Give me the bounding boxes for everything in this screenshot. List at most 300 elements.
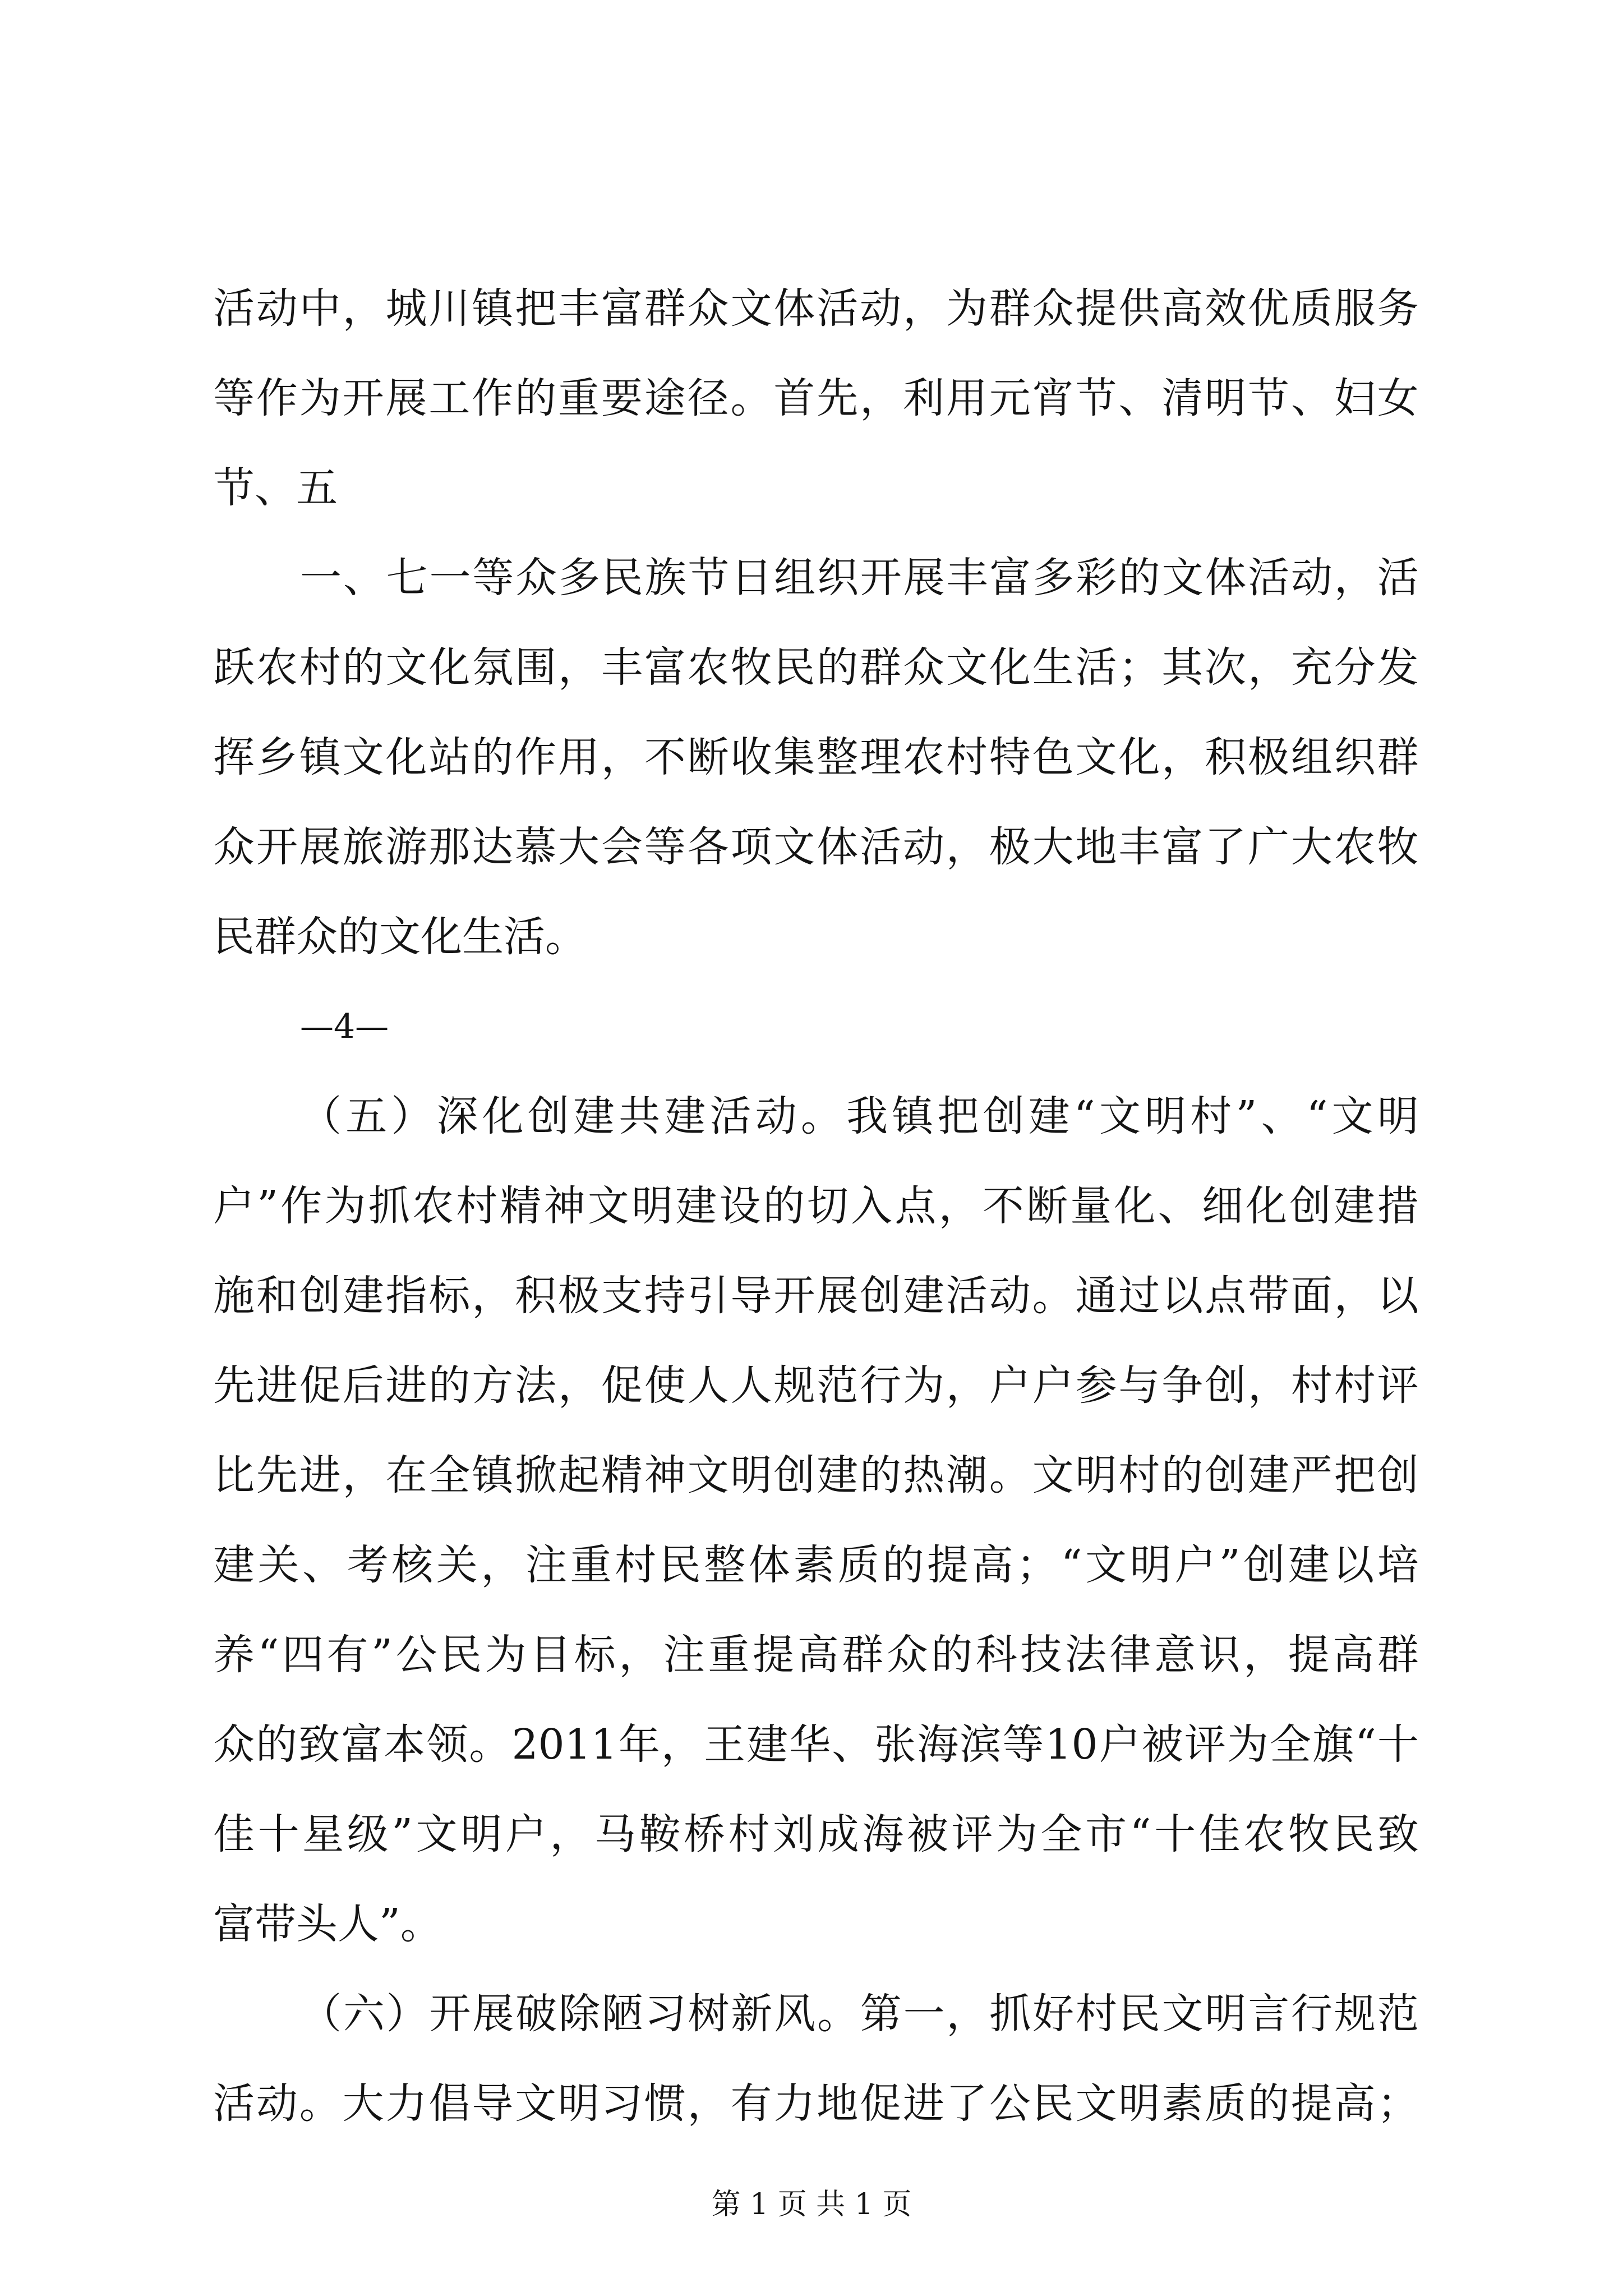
text-glyph: 文	[773, 823, 815, 871]
text-glyph: 新	[731, 1990, 773, 2038]
text-glyph: 动	[989, 1272, 1031, 1320]
text-glyph: 首	[773, 374, 815, 422]
text-glyph: 跃	[213, 643, 255, 692]
text-glyph: 围	[515, 643, 557, 692]
text-glyph: 养	[213, 1631, 255, 1679]
text-glyph: 众	[903, 643, 944, 692]
text-glyph: 明	[558, 2079, 600, 2128]
text-glyph: 开	[773, 1272, 815, 1320]
text-glyph: 会	[601, 823, 643, 871]
text-glyph: 引	[687, 1272, 729, 1320]
text-glyph: 的	[882, 1541, 924, 1589]
text-glyph: 进	[299, 1451, 341, 1499]
text-glyph: 。	[989, 1451, 1031, 1499]
text-glyph: 活	[213, 284, 255, 333]
text-glyph: 明	[1118, 2079, 1160, 2128]
text-glyph: 先	[256, 1451, 298, 1499]
text-glyph: 作	[256, 374, 298, 422]
text-line-21	[213, 2076, 1419, 2132]
text-glyph: 文	[1099, 1092, 1141, 1140]
text-glyph: 惯	[644, 2079, 686, 2128]
text-glyph: 达	[472, 823, 514, 871]
text-glyph: 创	[1205, 1451, 1247, 1499]
text-glyph: 化	[1118, 733, 1160, 781]
text-glyph: 农	[1334, 823, 1376, 871]
text-glyph: 为	[946, 284, 988, 333]
text-glyph: 一	[903, 1990, 945, 2038]
text-glyph: 集	[773, 733, 815, 781]
text-glyph: 严	[1290, 1451, 1332, 1499]
text-glyph: 文	[1075, 733, 1117, 781]
text-glyph: 文	[587, 1182, 629, 1230]
text-glyph: 等	[644, 823, 686, 871]
text-glyph: 、	[302, 1541, 344, 1589]
text-glyph: 宵	[1032, 374, 1074, 422]
text-glyph: 比	[213, 1451, 255, 1499]
text-glyph: 量	[1070, 1182, 1112, 1230]
text-glyph: 村	[615, 1541, 657, 1589]
text-glyph: 用	[946, 374, 988, 422]
text-glyph: 为	[903, 1361, 944, 1410]
text-glyph: 创	[299, 1272, 341, 1320]
text-glyph: 民	[773, 643, 815, 692]
text-glyph: 要	[601, 374, 643, 422]
text-glyph: 华	[789, 1720, 831, 1769]
text-glyph: 刘	[773, 1810, 815, 1858]
text-glyph: 活	[213, 2079, 255, 2128]
text-line-7	[213, 819, 1419, 875]
text-glyph: 法	[1064, 1631, 1106, 1679]
text-glyph: 收	[730, 733, 772, 781]
text-line-15	[213, 1537, 1419, 1593]
text-glyph: 热	[903, 1451, 944, 1499]
text-glyph: 充	[1290, 643, 1332, 692]
text-glyph: 第	[860, 1990, 902, 2038]
text-glyph: 为	[324, 1182, 366, 1230]
text-glyph: 考	[347, 1541, 389, 1589]
text-glyph: 、	[1158, 1182, 1200, 1230]
text-glyph: 创	[1205, 1361, 1247, 1410]
text-glyph: 重	[558, 374, 600, 422]
text-glyph: 村	[728, 1810, 770, 1858]
text-glyph: 了	[946, 2079, 988, 2128]
text-glyph: 进	[256, 1361, 298, 1410]
text-glyph: 积	[1205, 733, 1247, 781]
text-glyph: 女	[1377, 374, 1419, 422]
text-glyph: 色	[1032, 733, 1074, 781]
text-glyph: 体	[817, 823, 859, 871]
text-glyph: 技	[1020, 1631, 1062, 1679]
text-glyph: 、	[1118, 374, 1160, 422]
text-glyph: 质	[1205, 2079, 1247, 2128]
text-glyph: 极	[1248, 733, 1289, 781]
text-glyph: “	[1306, 1092, 1328, 1140]
text-glyph: 旗	[1312, 1720, 1354, 1769]
text-glyph: 倡	[428, 2079, 471, 2128]
text-glyph: 一	[300, 554, 342, 602]
text-glyph: “	[1061, 1541, 1082, 1589]
text-glyph: 全	[428, 1451, 471, 1499]
text-glyph: 众	[515, 554, 557, 602]
text-glyph: 先	[213, 1361, 255, 1410]
text-line-14	[213, 1447, 1419, 1503]
text-glyph: 佳	[1198, 1810, 1241, 1858]
text-glyph: 致	[1377, 1810, 1419, 1858]
text-glyph: 建	[573, 1092, 615, 1140]
text-glyph: 等	[213, 374, 255, 422]
text-glyph: 发	[1377, 643, 1419, 692]
text-glyph: 织	[1334, 733, 1376, 781]
text-glyph: 氛	[472, 643, 514, 692]
text-glyph: 七	[386, 554, 428, 602]
text-glyph: 以	[1161, 1272, 1204, 1320]
text-glyph: 活	[946, 1272, 988, 1320]
text-glyph: 用	[558, 733, 600, 781]
text-glyph: ”	[257, 1182, 279, 1230]
text-glyph: 提	[927, 1541, 969, 1589]
text-glyph: 农	[903, 733, 944, 781]
text-glyph: 共	[619, 1092, 661, 1140]
text-glyph: ”	[371, 1631, 393, 1679]
text-glyph: 质	[1290, 284, 1332, 333]
text-glyph: 十	[1377, 1720, 1419, 1769]
text-glyph: ，	[558, 643, 600, 692]
text-glyph: 各	[687, 823, 729, 871]
text-glyph: 众	[213, 823, 255, 871]
text-line-6	[213, 729, 1419, 785]
text-glyph: 持	[644, 1272, 686, 1320]
text-glyph: 。	[469, 1720, 511, 1769]
text-glyph: 、	[1290, 374, 1332, 422]
text-glyph: 大	[558, 823, 600, 871]
text-glyph: 开	[860, 554, 902, 602]
text-line-13	[213, 1358, 1419, 1414]
text-glyph: ，	[619, 1631, 661, 1679]
text-glyph: “	[1073, 1092, 1095, 1140]
text-glyph: 设	[719, 1182, 761, 1230]
text-glyph: 展	[903, 554, 945, 602]
text-glyph: 星	[302, 1810, 344, 1858]
text-glyph: 六	[343, 1990, 385, 2038]
text-glyph: 精	[500, 1182, 542, 1230]
text-glyph: 带	[1248, 1272, 1289, 1320]
text-glyph: 镇	[892, 1092, 934, 1140]
text-glyph: 的	[1161, 1451, 1204, 1499]
text-glyph: 促	[860, 2079, 902, 2128]
text-glyph: ，	[860, 374, 902, 422]
text-glyph: 丰	[946, 554, 988, 602]
text-glyph: 提	[1288, 1631, 1330, 1679]
text-glyph: 进	[903, 2079, 944, 2128]
text-glyph: ，	[558, 1361, 600, 1410]
text-glyph: 争	[1161, 1361, 1204, 1410]
text-glyph: 牧	[730, 643, 772, 692]
text-line-2	[213, 370, 1419, 426]
text-glyph: 提	[753, 1631, 794, 1679]
text-glyph: 导	[730, 1272, 772, 1320]
text-glyph: 培	[1377, 1541, 1419, 1589]
text-glyph: 面	[1290, 1272, 1332, 1320]
text-glyph: 风	[774, 1990, 816, 2038]
text-glyph: 站	[428, 733, 471, 781]
text-glyph: 。	[800, 1092, 842, 1140]
text-glyph: 习	[644, 1990, 686, 2038]
text-glyph: 效	[1205, 284, 1247, 333]
text-glyph: 彩	[1075, 554, 1117, 602]
text-glyph: 丰	[1118, 823, 1160, 871]
text-glyph: 断	[687, 733, 729, 781]
text-glyph: 地	[1075, 823, 1117, 871]
text-glyph: ，	[903, 284, 944, 333]
text-glyph: 节	[688, 554, 730, 602]
text-glyph: 精	[601, 1451, 643, 1499]
text-glyph: 体	[773, 284, 815, 333]
text-glyph: 创	[1377, 1451, 1419, 1499]
text-glyph: 建	[664, 1092, 706, 1140]
text-glyph: 起	[558, 1451, 600, 1499]
text-glyph: 创	[860, 1272, 902, 1320]
text-glyph: 创	[1289, 1182, 1331, 1230]
text-glyph: 开	[429, 1990, 471, 2038]
text-glyph: 文	[730, 284, 772, 333]
text-glyph: 动	[755, 1092, 797, 1140]
text-glyph: 建	[746, 1720, 789, 1769]
text-glyph: 展	[472, 1990, 514, 2038]
text-glyph: 后	[342, 1361, 384, 1410]
text-glyph: 马	[594, 1810, 636, 1858]
text-glyph: 海	[862, 1810, 904, 1858]
text-glyph: 有	[730, 2079, 772, 2128]
text-glyph: 人	[687, 1361, 729, 1410]
text-glyph: 十	[1154, 1810, 1196, 1858]
text-glyph: 注	[663, 1631, 705, 1679]
text-glyph: 促	[299, 1361, 341, 1410]
text-glyph: 文	[687, 1451, 729, 1499]
text-glyph: 抓	[989, 1990, 1031, 2038]
text-glyph: 慕	[515, 823, 557, 871]
text-glyph: ，	[1248, 1361, 1289, 1410]
text-glyph: ，	[687, 2079, 729, 2128]
text-glyph: ，	[938, 1182, 980, 1230]
text-glyph: 村	[1075, 1990, 1117, 2038]
text-glyph: ，	[342, 1451, 384, 1499]
text-line-19: 富带头人”。	[213, 1900, 442, 1948]
text-glyph: ；	[1118, 643, 1160, 692]
inline-page-marker: —4—	[300, 1007, 389, 1046]
text-glyph: 建	[1248, 1451, 1289, 1499]
text-glyph: 村	[299, 643, 341, 692]
text-glyph: 断	[1026, 1182, 1068, 1230]
text-glyph: 重	[570, 1541, 612, 1589]
text-glyph: 分	[1334, 643, 1376, 692]
text-glyph: 领	[426, 1720, 468, 1769]
text-glyph: 开	[256, 823, 298, 871]
text-glyph: 把	[1334, 1451, 1376, 1499]
text-glyph: 积	[515, 1272, 557, 1320]
text-glyph: （	[300, 1990, 342, 2038]
text-glyph: 多	[1032, 554, 1075, 602]
text-glyph: ）	[386, 1990, 428, 2038]
text-glyph: 民	[1032, 2079, 1074, 2128]
text-glyph: 次	[1205, 643, 1247, 692]
text-glyph: ，	[472, 1272, 514, 1320]
text-glyph: 展	[299, 823, 341, 871]
text-glyph: 鞍	[639, 1810, 681, 1858]
text-glyph: 牧	[1377, 823, 1419, 871]
text-glyph: ，	[550, 1810, 592, 1858]
text-glyph: 把	[937, 1092, 979, 1140]
text-glyph: 动	[903, 823, 944, 871]
text-glyph: 明	[1129, 1541, 1172, 1589]
text-glyph: 动	[256, 284, 298, 333]
text-glyph: 人	[730, 1361, 772, 1410]
text-glyph: 识	[1198, 1631, 1241, 1679]
text-glyph: 提	[1290, 2079, 1332, 2128]
text-glyph: 抓	[368, 1182, 410, 1230]
text-glyph: 标	[428, 1272, 471, 1320]
text-glyph: 群	[989, 284, 1031, 333]
text-glyph: ，	[946, 1361, 988, 1410]
text-glyph: 、	[343, 554, 385, 602]
text-glyph: 全	[1269, 1720, 1311, 1769]
text-glyph: 树	[688, 1990, 730, 2038]
text-glyph: 海	[917, 1720, 959, 1769]
text-glyph: ）	[391, 1092, 433, 1140]
text-glyph: 规	[1334, 1990, 1376, 2038]
text-glyph: 富	[989, 554, 1031, 602]
text-glyph: 作	[515, 733, 557, 781]
text-glyph: 建	[903, 1272, 944, 1320]
text-glyph: 明	[1075, 1451, 1117, 1499]
text-glyph: 体	[1205, 554, 1247, 602]
text-glyph: 为	[299, 374, 341, 422]
text-glyph: 规	[773, 1361, 815, 1410]
text-glyph: 范	[817, 1361, 859, 1410]
text-glyph: 市	[1085, 1810, 1127, 1858]
text-glyph: 村	[1290, 1361, 1332, 1410]
text-glyph: 富	[601, 284, 643, 333]
text-glyph: 、	[1261, 1092, 1303, 1140]
text-glyph: 细	[1201, 1182, 1243, 1230]
text-glyph: 等	[472, 554, 514, 602]
text-glyph: 文	[1331, 1092, 1373, 1140]
text-glyph: 高	[1334, 2079, 1376, 2128]
text-glyph: 成	[817, 1810, 859, 1858]
text-glyph: 文	[1161, 554, 1204, 602]
text-glyph: 大	[1290, 823, 1332, 871]
text-glyph: 织	[817, 554, 859, 602]
text-glyph: 的	[515, 374, 557, 422]
text-glyph: 民	[659, 1541, 701, 1589]
text-glyph: 本	[384, 1720, 426, 1769]
text-glyph: ，	[1334, 554, 1376, 602]
text-glyph: 指	[385, 1272, 427, 1320]
text-glyph: 极	[558, 1272, 600, 1320]
text-glyph: 为	[485, 1631, 527, 1679]
text-glyph: 方	[472, 1361, 514, 1410]
text-glyph: 提	[1075, 284, 1117, 333]
text-glyph: 创	[527, 1092, 569, 1140]
text-glyph: 其	[1161, 643, 1204, 692]
text-glyph: 好	[1032, 1990, 1075, 2038]
text-line-3: 节、五	[213, 464, 338, 512]
text-glyph: 群	[1377, 733, 1419, 781]
text-glyph: 整	[704, 1541, 746, 1589]
text-glyph: ，	[946, 1990, 988, 2038]
text-glyph: 不	[982, 1182, 1024, 1230]
text-glyph: 众	[886, 1631, 928, 1679]
text-line-5	[213, 639, 1419, 696]
text-line-11	[213, 1178, 1419, 1234]
text-glyph: 有	[326, 1631, 368, 1679]
text-glyph: 创	[773, 1451, 815, 1499]
text-glyph: 户	[505, 1810, 547, 1858]
text-glyph: 的	[860, 1451, 902, 1499]
text-glyph: 旅	[342, 823, 384, 871]
text-glyph: 创	[983, 1092, 1025, 1140]
text-glyph: 川	[428, 284, 471, 333]
text-glyph: ，	[946, 823, 988, 871]
text-glyph: 户	[989, 1361, 1031, 1410]
text-glyph: 户	[1032, 1361, 1074, 1410]
text-glyph: 重	[708, 1631, 750, 1679]
text-glyph: 挥	[213, 733, 255, 781]
text-glyph: 多	[558, 554, 600, 602]
text-glyph: 高	[1332, 1631, 1375, 1679]
text-glyph: 的	[342, 643, 384, 692]
text-glyph: 优	[1248, 284, 1289, 333]
text-glyph: 明	[631, 1182, 674, 1230]
text-glyph: 建	[1333, 1182, 1375, 1230]
text-glyph: 节	[1075, 374, 1117, 422]
text-glyph: 展	[385, 374, 427, 422]
text-glyph: ；	[1377, 2079, 1419, 2128]
text-glyph: 力	[773, 2079, 815, 2128]
text-glyph: ，	[342, 284, 384, 333]
text-glyph: 的	[763, 1182, 805, 1230]
text-glyph: 农	[256, 643, 298, 692]
text-glyph: 创	[1243, 1541, 1285, 1589]
text-glyph: 富	[341, 1720, 383, 1769]
text-glyph: 与	[1118, 1361, 1160, 1410]
text-glyph: 一	[429, 554, 471, 602]
text-glyph: ，	[601, 733, 643, 781]
text-glyph: 为	[995, 1810, 1038, 1858]
text-glyph: 素	[793, 1541, 835, 1589]
text-glyph: 群	[842, 1631, 884, 1679]
text-glyph: 游	[385, 823, 427, 871]
text-glyph: 理	[860, 733, 902, 781]
text-glyph: 群	[860, 643, 902, 692]
text-glyph: 致	[298, 1720, 340, 1769]
text-glyph: 建	[1288, 1541, 1330, 1589]
text-glyph: 不	[644, 733, 686, 781]
text-glyph: 关	[257, 1541, 299, 1589]
text-glyph: 化	[989, 643, 1031, 692]
text-glyph: 动	[1291, 554, 1333, 602]
text-glyph: 民	[601, 554, 643, 602]
text-glyph: “	[1355, 1720, 1376, 1769]
text-glyph: 建	[1028, 1092, 1070, 1140]
text-line-1	[213, 280, 1419, 337]
text-glyph: 深	[436, 1092, 478, 1140]
text-glyph: 法	[515, 1361, 557, 1410]
text-glyph: 10	[1045, 1720, 1098, 1769]
text-glyph: 丰	[601, 643, 643, 692]
text-glyph: 化	[1246, 1182, 1288, 1230]
text-glyph: 乡	[256, 733, 298, 781]
text-glyph: “	[257, 1631, 279, 1679]
